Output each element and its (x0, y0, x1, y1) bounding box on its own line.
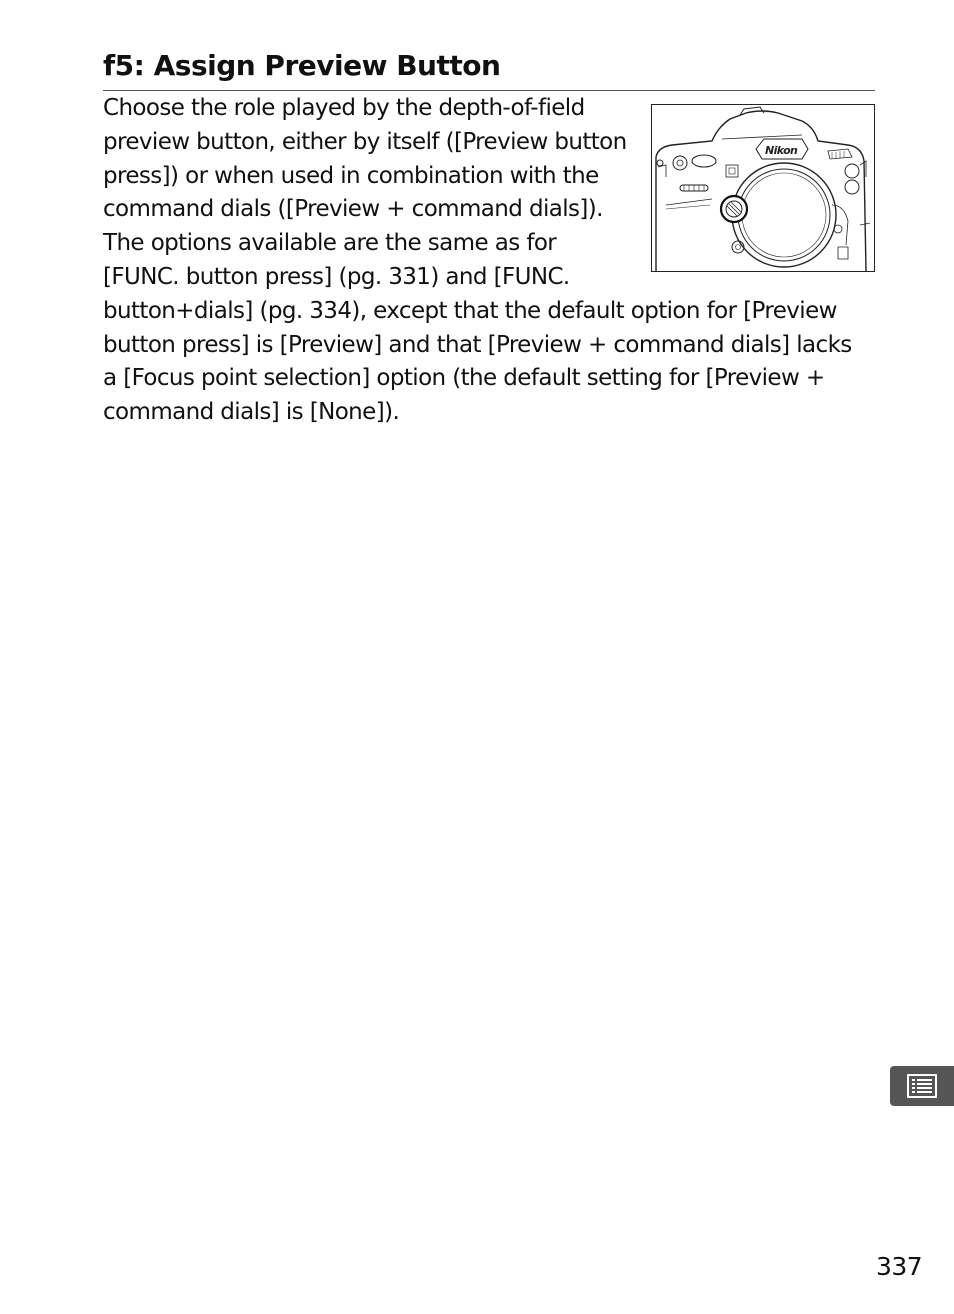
body-paragraph: Choose the role played by the depth-of-field preview button, either by itself ([Preview button press]) or when used in combination with the command dials ([Preview + command dials]). The options available are the same as for [FUNC. button press] (pg. 331) and [FUNC. button+dials] (pg. 334), except that the default option for [Preview button press] is [Preview] and that [Preview + command dials] lacks a [Focus point selection] option (the default setting for [Preview + command dials] is [None]). (103, 95, 852, 426)
custom-settings-menu-icon (907, 1074, 937, 1098)
page-number: 337 (876, 1252, 923, 1281)
brand-label: Nikon (765, 144, 798, 157)
camera-body-icon (652, 105, 874, 271)
custom-settings-menu-tab (890, 1066, 954, 1106)
body-text-block (103, 92, 863, 430)
page-title: f5: Assign Preview Button (103, 49, 501, 82)
camera-front-illustration (651, 104, 875, 272)
title-rule (103, 90, 875, 91)
